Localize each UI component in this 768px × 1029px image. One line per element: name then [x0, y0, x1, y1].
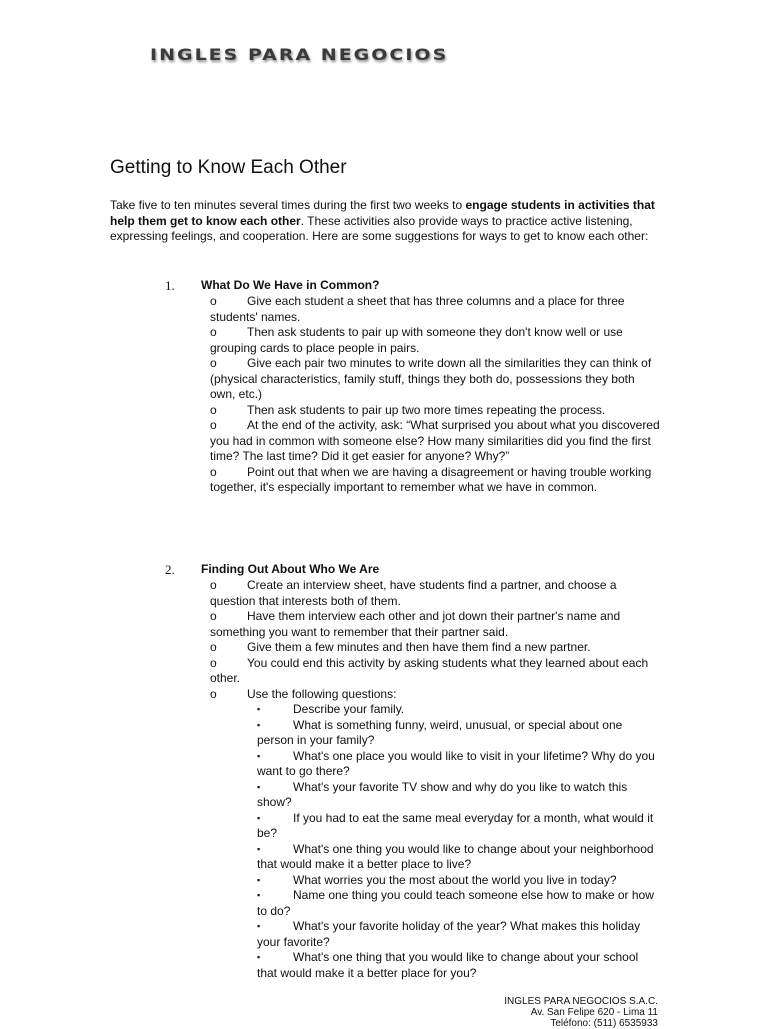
bullet-marker: o — [210, 356, 217, 370]
question-text: What is something funny, weird, unusual, or special about one person in your family? — [257, 717, 623, 747]
list-item — [210, 687, 660, 703]
question-text: What's your favorite TV show and why do you like to watch this show? — [257, 779, 628, 809]
question-text: If you had to eat the same meal everyday for a month, what would it be? — [257, 810, 654, 840]
section-number: 1. — [165, 278, 175, 293]
section-1 — [165, 278, 660, 496]
question-item — [257, 811, 660, 842]
list-item-text: Then ask students to pair up two more times repeating the process. — [247, 402, 606, 417]
bullet-marker: o — [210, 655, 217, 670]
question-item — [257, 919, 660, 950]
section-title: What Do We Have in Common? — [201, 278, 380, 292]
list-item — [210, 418, 660, 465]
list-item-text: Give each pair two minutes to write down all the similarities they can think of (physical characteristics, family stuff, things they both do, possessions they both own, etc.) — [210, 356, 652, 401]
bullet-marker: o — [210, 402, 217, 417]
bullet-marker: o — [210, 578, 217, 592]
list-item — [210, 640, 660, 656]
intro-text: Take five to ten minutes several times during the first two weeks to — [110, 198, 466, 212]
list-item — [210, 578, 660, 609]
square-bullet-marker: ▪ — [257, 952, 261, 962]
section-2 — [165, 562, 660, 981]
question-list — [165, 702, 660, 981]
bullet-marker: o — [210, 294, 217, 308]
section-number: 2. — [165, 562, 175, 577]
question-text: What's one thing that you would like to change about your school that would make it a better place for you? — [257, 950, 639, 980]
bullet-marker: o — [210, 609, 217, 623]
question-text: What's your favorite holiday of the year? What makes this holiday your favorite? — [257, 919, 641, 949]
list-item-text: Have them interview each other and jot down their partner's name and something you want to remember that their partner said. — [210, 609, 621, 639]
section-heading — [165, 278, 660, 294]
list-item-text: Point out that when we are having a disagreement or having trouble working together, it's especially important to remember what we have in common. — [210, 464, 652, 494]
square-bullet-marker: ▪ — [257, 704, 261, 714]
bullet-marker: o — [210, 325, 217, 339]
square-bullet-marker: ▪ — [257, 750, 261, 761]
question-item — [257, 873, 660, 889]
list-item — [210, 656, 660, 687]
question-text: Name one thing you could teach someone else how to make or how to do? — [257, 888, 654, 918]
square-bullet-marker: ▪ — [257, 874, 261, 885]
list-item — [210, 294, 660, 325]
square-bullet-marker: ▪ — [257, 719, 261, 730]
page-title: Getting to Know Each Other — [110, 157, 347, 178]
bullet-list — [165, 294, 660, 496]
square-bullet-marker: ▪ — [257, 843, 261, 854]
bullet-marker: o — [210, 686, 217, 701]
logo-text: INGLES PARA NEGOCIOS — [150, 45, 449, 65]
list-item — [210, 325, 660, 356]
list-item-text: Give each student a sheet that has three columns and a place for three students' names. — [210, 294, 625, 324]
list-item — [210, 465, 660, 496]
bullet-marker: o — [210, 464, 217, 479]
list-item — [210, 356, 660, 403]
intro-text-end: . These activities also provide ways to practice active listening, expressing feelings, and cooperation. Here are some suggestions for ways to get to know each other: — [110, 213, 649, 243]
intro-paragraph — [110, 198, 655, 245]
footer-company: INGLES PARA NEGOCIOS S.A.C. — [504, 996, 658, 1007]
square-bullet-marker: ▪ — [257, 812, 261, 823]
square-bullet-marker: ▪ — [257, 781, 261, 792]
list-item-text: Create an interview sheet, have students find a partner, and choose a question that interests both of them. — [210, 578, 617, 608]
list-item — [210, 609, 660, 640]
question-text: What's one place you would like to visit in your lifetime? Why do you want to go there? — [257, 748, 655, 778]
section-heading — [165, 562, 660, 578]
bullet-list — [165, 578, 660, 702]
intro-bold-text: engage students in activities that help them get to know each other — [110, 198, 655, 228]
question-text: Describe your family. — [293, 702, 405, 716]
footer-address: Av. San Felipe 620 - Lima 11 — [530, 1007, 658, 1018]
list-item-text: Give them a few minutes and then have them find a new partner. — [247, 640, 591, 654]
square-bullet-marker: ▪ — [257, 921, 261, 931]
question-item — [257, 842, 660, 873]
section-title: Finding Out About Who We Are — [201, 562, 380, 576]
question-text: What worries you the most about the world you live in today? — [293, 872, 617, 887]
footer-address-block — [504, 996, 658, 1029]
list-item-text: At the end of the activity, ask: “What surprised you about what you discovered you had in common with someone else? How many similarities did you find the first time? The last time? Did it get easier for anyone? Why?” — [210, 418, 660, 463]
question-item — [257, 780, 660, 811]
question-item — [257, 718, 660, 749]
list-item-text: You could end this activity by asking students what they learned about each other. — [210, 655, 649, 685]
question-text: What's one thing you would like to change about your neighborhood that would make it a better place to live? — [257, 841, 654, 871]
square-bullet-marker: ▪ — [257, 890, 261, 900]
list-item-text: Use the following questions: — [247, 686, 397, 701]
bullet-marker: o — [210, 418, 217, 432]
question-item — [257, 702, 660, 718]
question-item — [257, 950, 660, 981]
bullet-marker: o — [210, 640, 217, 654]
question-item — [257, 749, 660, 780]
list-item — [210, 403, 660, 419]
footer-phone: Teléfono: (511) 6535933 — [550, 1018, 658, 1029]
list-item-text: Then ask students to pair up with someone they don't know well or use grouping cards to place people in pairs. — [210, 325, 623, 355]
question-item — [257, 888, 660, 919]
